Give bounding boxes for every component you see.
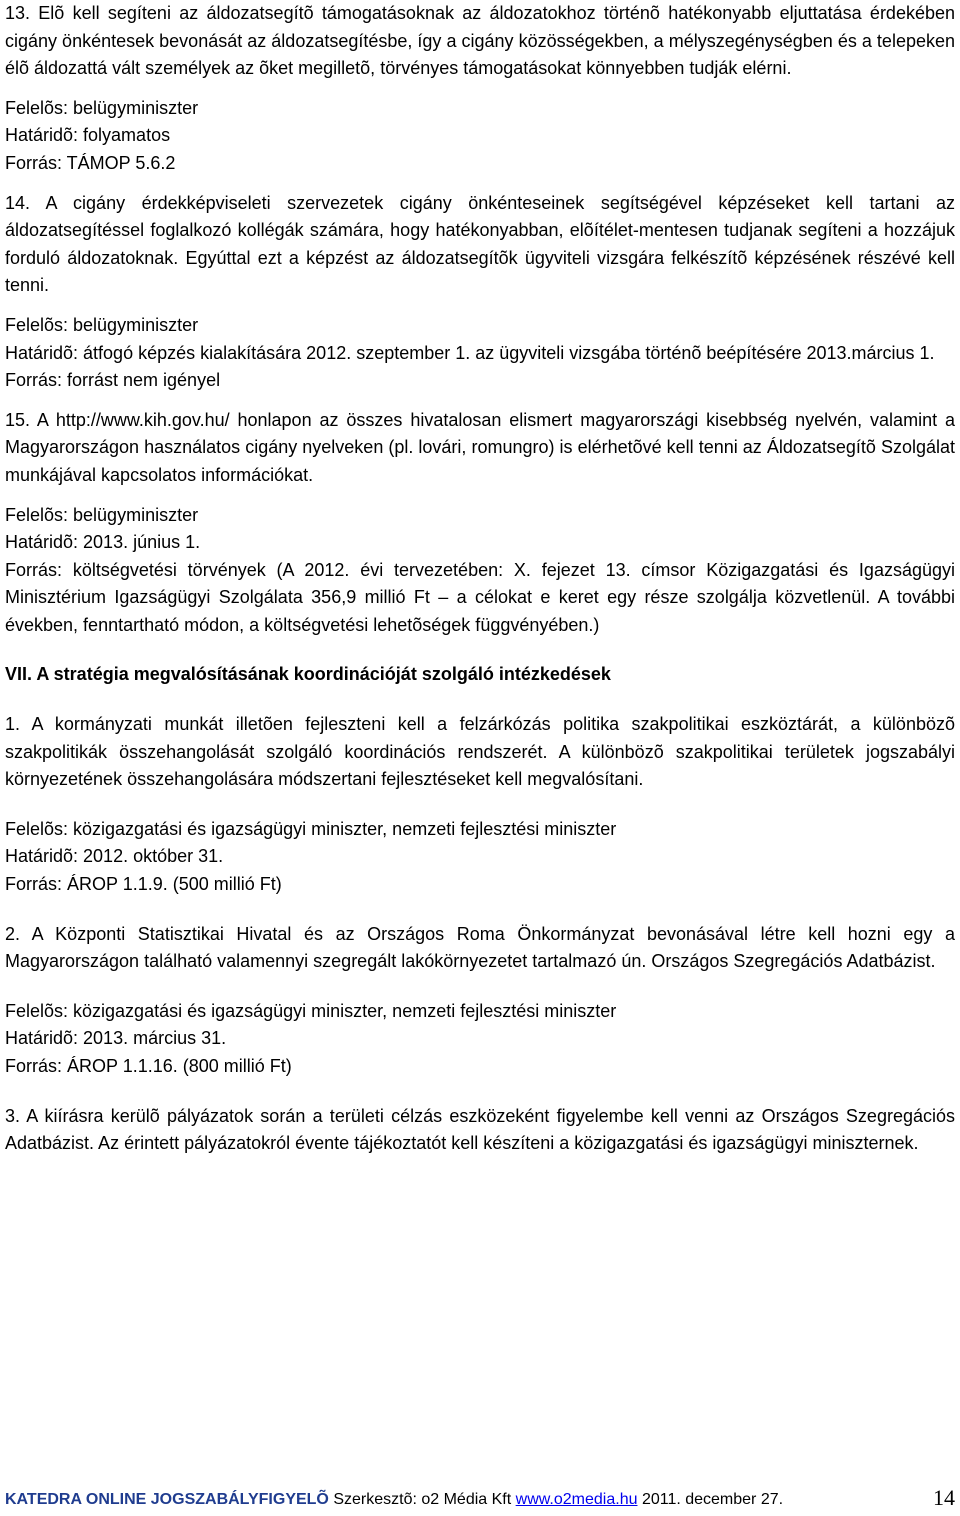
item-15-responsible: Felelõs: belügyminiszter [5,504,199,525]
item-14-source: Forrás: forrást nem igényel [5,370,221,391]
section-item-1-text: 1. A kormányzati munkát illetõen fejleszteni kell a felzárkózás politika szakpolitikai eszköztárát, a különbözõ szakpolitikák összehangolását szolgáló koordinációs rendszerét. A különbözõ szakpolitikai területek jogszabályi környezetének összehangolására módszertani fejlesztéseket kell megvalósítani. [5,714,955,790]
section-heading: VII. A stratégia megvalósításának koordinációját szolgáló intézkedések [5,664,611,685]
footer-date: 2011. december 27. [641,1491,784,1508]
section-item-1-responsible: Felelõs: közigazgatási és igazságügyi miniszter, nemzeti fejlesztési miniszter [5,818,617,839]
section-item-2-source: Forrás: ÁROP 1.1.16. (800 millió Ft) [5,1056,292,1076]
item-15-text: 15. A http://www.kih.gov.hu/ honlapon az összes hivatalosan elismert magyarországi kisebbség nyelvén, valamint a Magyarországon használatos cigány nyelveken (pl. lovári, romungro) is elérhetõvé kell tenni az Áldozatsegítõ Szolgálat munkájával kapcsolatos információkat. [5,409,955,485]
section-item-2-responsible: Felelõs: közigazgatási és igazságügyi miniszter, nemzeti fejlesztési miniszter [5,1000,617,1021]
footer-brand: KATEDRA ONLINE JOGSZABÁLYFIGYELÕ [5,1491,329,1508]
document-page [5,0,955,1158]
page-footer [5,1487,955,1515]
section-item-3-text: 3. A kiírásra kerülõ pályázatok során a területi célzás eszközeként figyelembe kell venni az Országos Szegregációs Adatbázist. Az érintett pályázatokról évente tájékoztatót kell készíteni a közigazgatási és igazságügyi miniszternek. [5,1105,955,1154]
item-13-source: Forrás: TÁMOP 5.6.2 [5,152,176,173]
section-item-2-deadline: Határidõ: 2013. március 31. [5,1028,227,1049]
section-item-1-deadline: Határidõ: 2012. október 31. [5,846,224,867]
footer-link[interactable]: www.o2media.hu [515,1491,638,1508]
footer-editor: Szerkesztõ: o2 Média Kft [333,1491,512,1508]
section-item-2-text: 2. A Központi Statisztikai Hivatal és az Országos Roma Önkormányzat bevonásával létre kell hozni egy a Magyarországon található valamennyi szegregált lakókörnyezetet tartalmazó ún. Országos Szegregációs Adatbázist. [5,923,955,972]
item-14-responsible: Felelõs: belügyminiszter [5,314,199,335]
item-14-deadline: Határidõ: átfogó képzés kialakítására 2012. szeptember 1. az ügyviteli vizsgába történõ beépítésére 2013.március 1. [5,342,935,363]
section-item-1-source: Forrás: ÁROP 1.1.9. (500 millió Ft) [5,874,282,895]
item-15-source: Forrás: költségvetési törvények (A 2012. évi tervezetében: X. fejezet 13. címsor Közigazgatási és Igazságügyi Minisztérium Igazságügyi Szolgálata 356,9 millió Ft – a célokat e keret egy része szolgálja közvetlenül. A további években, fenntartható módon, a költségvetési lehetõségek függvényében.) [5,559,955,635]
item-13-deadline: Határidõ: folyamatos [5,125,171,146]
item-14-text: 14. A cigány érdekképviseleti szervezetek cigány önkénteseinek segítségével képzéseket kell tartani az áldozatsegítéssel foglalkozó kollégák számára, hogy hatékonyabban, elõítélet-mentesen tudjanak segíteni a hozzájuk forduló áldozatoknak. Egyúttal ezt a képzést az áldozatsegítõk ügyviteli vizsgára felkészítõ képzésének részévé kell tenni. [5,192,955,296]
item-13-text: 13. Elõ kell segíteni az áldozatsegítõ támogatásoknak az áldozatokhoz történõ hatékonyabb eljuttatása érdekében cigány önkéntesek bevonását az áldozatsegítésbe, így a cigány közösségekben, a mélyszegénységben és a telepeken élõ áldozattá vált személyek az õket megilletõ, törvényes támogatásokat könnyebben tudják elérni. [5,3,955,79]
item-15-deadline: Határidõ: 2013. június 1. [5,532,201,553]
item-13-responsible: Felelõs: belügyminiszter [5,97,199,118]
page-number: 14 [933,1485,955,1510]
